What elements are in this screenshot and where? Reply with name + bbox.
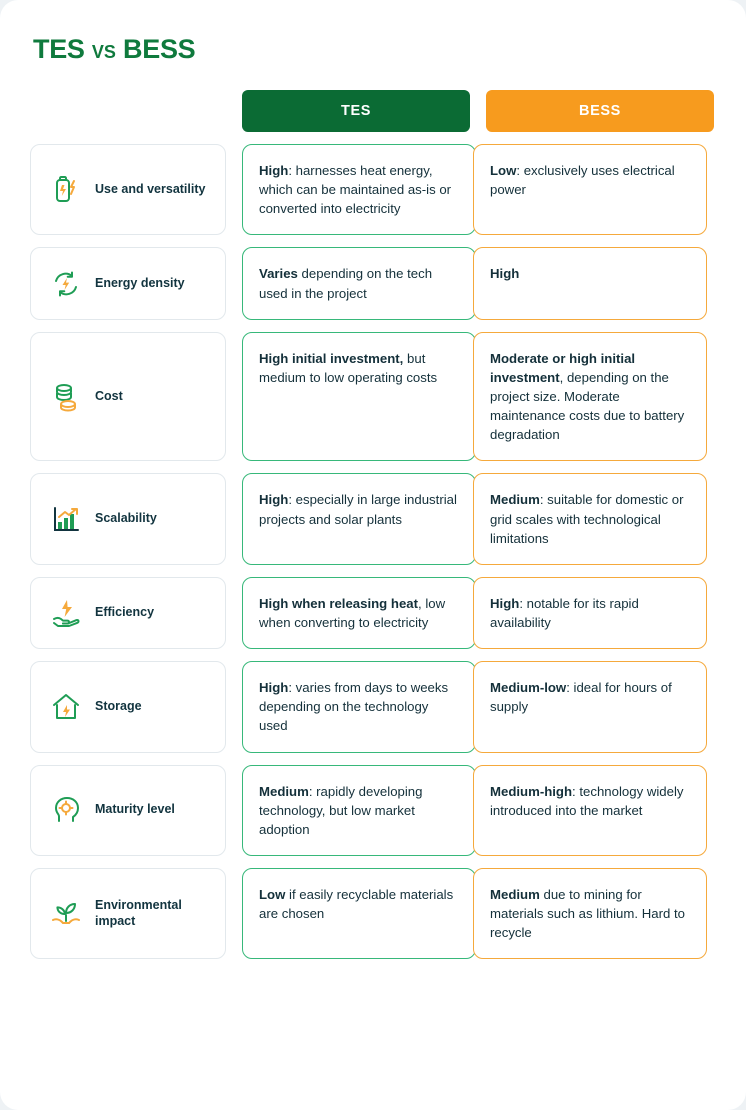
- row-label-cell: [30, 332, 226, 462]
- cell-tes: [242, 661, 476, 752]
- row-label-cell: [30, 577, 226, 649]
- battery-bolt-icon: [45, 173, 87, 207]
- cell-bess-text: , depending on the project size. Moderate maintenance costs due to battery degradation: [490, 369, 685, 443]
- row-label: Storage: [95, 699, 142, 713]
- row-label: Energy density: [95, 275, 185, 290]
- bar-chart-arrow-icon: [45, 502, 87, 536]
- cell-bess: [473, 765, 707, 856]
- cell-bess-text: : technology widely introduced into the market: [490, 783, 684, 818]
- cell-tes-text: : especially in large industrial projects and solar plants: [259, 492, 457, 527]
- cell-tes: [242, 247, 476, 319]
- recycle-bolt-icon: [45, 267, 87, 301]
- cell-tes: [242, 473, 476, 564]
- table-row: [30, 765, 716, 856]
- cell-bess-highlight: High: [490, 266, 520, 282]
- cell-tes-highlight: Varies: [259, 266, 298, 282]
- table-row: [30, 144, 716, 235]
- cell-bess-highlight: Medium: [490, 886, 540, 902]
- cell-bess: [473, 332, 707, 462]
- table-row: [30, 247, 716, 319]
- cell-tes-text: , low when converting to electricity: [259, 595, 446, 630]
- table-row: [30, 332, 716, 462]
- leaf-hands-icon: [45, 897, 87, 931]
- row-label: Environmental impact: [95, 898, 182, 928]
- cell-tes-highlight: High: [259, 492, 289, 508]
- cell-bess: [473, 144, 707, 235]
- cell-tes-highlight: High initial investment,: [259, 350, 404, 366]
- cell-tes-highlight: High when releasing heat: [259, 595, 419, 611]
- row-label: Cost: [95, 388, 123, 403]
- cell-bess-highlight: Medium: [490, 492, 540, 508]
- title-tes: TES: [33, 34, 85, 64]
- cell-tes: [242, 332, 476, 462]
- row-label-cell: [30, 247, 226, 319]
- cell-bess-highlight: Medium-high: [490, 783, 573, 799]
- column-header-bess: BESS: [486, 90, 714, 132]
- hand-bolt-icon: [45, 596, 87, 630]
- cell-tes-text: : varies from days to weeks depending on the technology used: [259, 680, 449, 734]
- house-bolt-icon: [45, 690, 87, 724]
- title-vs: VS: [91, 42, 116, 62]
- coins-icon: [45, 380, 87, 414]
- cell-bess-text: due to mining for materials such as lithium. Hard to recycle: [490, 886, 685, 941]
- table-row: [30, 473, 716, 564]
- cell-bess-highlight: Low: [490, 163, 517, 178]
- row-label-cell: [30, 144, 226, 235]
- cell-tes-text: : harnesses heat energy, which can be maintained as-is or converted into electricity: [259, 163, 452, 217]
- row-label: Maturity level: [95, 802, 175, 817]
- cell-tes-highlight: Medium: [259, 783, 309, 799]
- cell-bess-text: : notable for its rapid availability: [490, 595, 639, 630]
- cell-bess: [473, 868, 707, 959]
- cell-bess: [473, 247, 707, 319]
- column-header-tes: TES: [242, 90, 470, 132]
- cell-tes-text: depending on the tech used in the project: [259, 266, 433, 301]
- cell-bess-highlight: Medium-low: [490, 680, 567, 696]
- comparison-table: [30, 90, 716, 971]
- table-body: [30, 144, 716, 959]
- cell-tes-highlight: High: [259, 163, 289, 178]
- head-gear-icon: [45, 793, 87, 827]
- cell-bess: [473, 473, 707, 564]
- cell-tes-text: if easily recyclable materials are chosen: [259, 886, 454, 922]
- cell-tes: [242, 577, 476, 649]
- table-row: [30, 661, 716, 752]
- cell-tes-text: : rapidly developing technology, but low market adoption: [259, 783, 423, 837]
- row-label: Efficiency: [95, 605, 155, 620]
- cell-tes-highlight: High: [259, 680, 289, 696]
- table-row: [30, 577, 716, 649]
- cell-bess-text: : suitable for domestic or grid scales with technological limitations: [490, 492, 684, 546]
- row-label: Scalability: [95, 511, 157, 526]
- cell-bess-highlight: High: [490, 595, 520, 611]
- cell-bess-text: : exclusively uses electrical power: [490, 163, 675, 198]
- row-label-cell: [30, 661, 226, 752]
- row-label-cell: [30, 868, 226, 959]
- page-title: [33, 34, 195, 65]
- table-row: [30, 868, 716, 959]
- row-label-cell: [30, 473, 226, 564]
- cell-tes-highlight: Low: [259, 886, 286, 902]
- cell-bess-text: : ideal for hours of supply: [490, 680, 672, 715]
- cell-tes: [242, 144, 476, 235]
- cell-bess: [473, 661, 707, 752]
- cell-bess: [473, 577, 707, 649]
- cell-bess-highlight: Moderate or high initial investment: [490, 350, 636, 385]
- row-label: Use and versatility: [95, 181, 206, 196]
- header-spacer: [30, 90, 242, 132]
- cell-tes: [242, 868, 476, 959]
- table-header-row: [30, 90, 716, 132]
- cell-tes: [242, 765, 476, 856]
- row-label-cell: [30, 765, 226, 856]
- cell-tes-text: but medium to low operating costs: [259, 350, 438, 385]
- title-bess: BESS: [123, 34, 196, 64]
